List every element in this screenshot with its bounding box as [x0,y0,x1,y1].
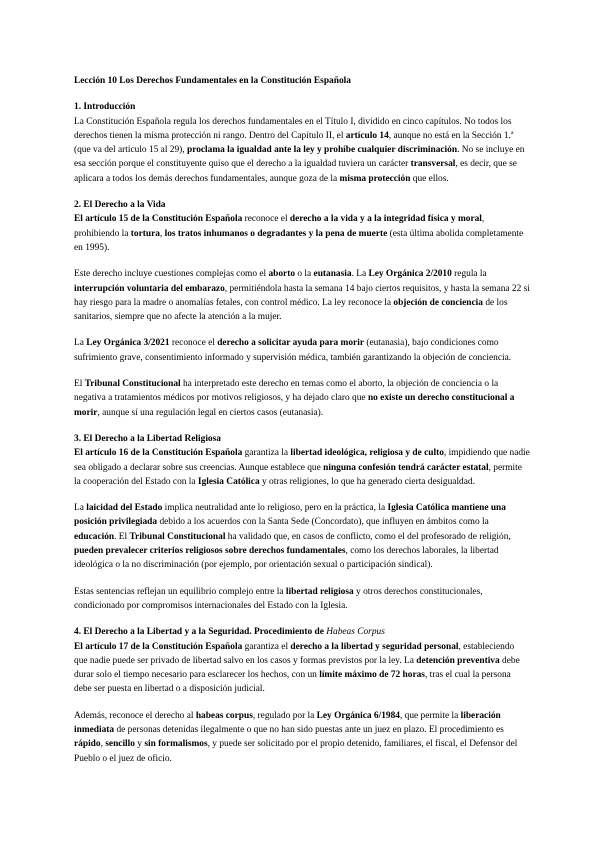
bold-text: interrupción voluntaria del embarazo [74,283,225,294]
bold-text: objeción de conciencia [393,297,483,308]
paragraph [74,446,530,489]
section-heading-text: 4. El Derecho a la Libertad y a la Seguridad. Procedimiento de [74,627,327,638]
bold-text: sencillo [105,739,135,750]
text-run: debe durar solo el tiempo necesario para esclarecer los hechos, con un [74,655,520,681]
bold-text: artículo 14 [345,130,389,141]
bold-text: ninguna confesión tendrá carácter estatal [323,462,489,473]
section-heading-text: 1. Introducción [74,102,136,113]
bold-text: El artículo 15 de la Constitución Española [74,214,243,225]
text-run: o la [295,269,314,280]
paragraph [74,336,530,365]
bold-text: aborto [268,269,296,280]
text-run: . No se incluye en esa sección porque el constituyente quiso que el derecho a la igualdad tuviera un carácter [74,145,525,170]
text-run: y otros derechos constitucionales, condicionado por compromisos internacionales del Estado con la Iglesia. [74,586,483,611]
paragraph [74,709,530,766]
text-run: , [100,739,106,750]
text-run: , impidiendo que nadie sea obligado a declarar sobre sus creencias. Aunque establece que [74,448,530,473]
section-heading-text: 2. El Derecho a la Vida [74,200,166,211]
paragraph [74,501,530,572]
paragraph [74,267,530,324]
text-run: ha validado que, en casos de conflicto, como el del profesorado de religión, [225,531,511,542]
text-run: garantiza el [242,641,291,652]
bold-text: misma protección [339,173,411,184]
bold-text: laicidad del Estado [86,503,163,514]
text-run: garantiza la [242,448,291,459]
section-heading [74,198,530,212]
text-run: . El [114,531,130,542]
text-run: regula la [451,269,487,280]
bold-text: derecho a solicitar ayuda para morir [217,338,364,349]
section-heading-text: 3. El Derecho a la Libertad Religiosa [74,433,221,444]
document-title: Lección 10 Los Derechos Fundamentales en la Constitución Española [74,76,351,86]
bold-text: Ley Orgánica 3/2021 [86,338,170,349]
bold-text: Tribunal Constitucional [129,531,226,542]
bold-text: educación [74,531,115,542]
text-run: , tras el cual la persona debe ser puesta en libertad o a disposición judicial. [74,670,511,695]
document-body [74,100,530,766]
text-run: , regulado por la [252,710,317,721]
bold-text: eutanasia [313,269,352,280]
paragraph [74,212,530,255]
text-run: La Constitución Española regula los derechos fundamentales en el Título I, dividido en cinco capítulos. No todos los derechos tienen la misma protección ni rango. Dentro del Capítulo II, el [74,116,512,141]
bold-text: rápido [74,739,101,750]
bold-text: Ley Orgánica 2/2010 [368,269,452,280]
text-run: , y puede ser solicitado por el propio detenido, familiares, el fiscal, el Defensor del Pueblo o el juez de oficio. [74,739,518,764]
text-run: Estas sentencias reflejan un equilibrio complejo entre la [74,586,286,597]
text-run: , que permite la [399,710,461,721]
section [74,100,530,186]
text-run: Este derecho incluye cuestiones complejas como el [74,269,269,280]
bold-text: derecho a la libertad y seguridad personal [290,641,459,652]
bold-text: sin formalismos [144,739,208,750]
text-run: debido a los acuerdos con la Santa Sede (Concordato), que influyen en ámbitos como la [157,517,489,528]
bold-text: El artículo 16 de la Constitución Española [74,448,243,459]
bold-text: El artículo 17 de la Constitución Española [74,641,243,652]
text-run: y [134,739,145,750]
text-run: , prohibiendo la [74,214,485,239]
text-run: de personas detenidas ilegalmente o que no han sido puestas ante un juez en plazo. El procedimiento es [114,724,504,735]
text-run: , aunque no está en la Sección 1.ª (que va del artículo 15 al 29), [74,130,514,156]
section-heading [74,625,530,639]
text-run: El [74,379,85,390]
text-run: , como los derechos laborales, la libertad ideológica o la no discriminación (por ejemplo, por orientación sexual o participación sindical). [74,546,499,571]
section-heading-italic: Habeas Corpus [326,627,385,638]
paragraph [74,115,530,186]
paragraph [74,377,530,420]
bold-text: no existe un derecho constitucional a morir [74,393,515,418]
paragraph [74,585,530,614]
section [74,625,530,766]
bold-text: derecho a la vida y a la integridad física y moral [289,214,482,225]
bold-text: los tratos inhumanos o degradantes y la pena de muerte [164,228,388,239]
text-run: ha interpretado este derecho en temas como el aborto, la objeción de conciencia o la negativa a tratamientos médicos por motivos religiosos, y ha dejado claro que [74,379,499,404]
text-run: reconoce el [242,214,290,225]
text-run: (eutanasia), bajo condiciones como sufrimiento grave, consentimiento informado y supervisión médica, también garantizando la objeción de conciencia. [74,338,512,363]
text-run: , permite la cooperación del Estado con la [74,462,522,487]
text-run: de los sanitarios, siempre que no afecte la atención a la mujer. [74,297,508,323]
text-run: (esta última abolida completamente en 1995). [74,228,524,253]
bold-text: habeas corpus [195,710,253,721]
text-run: , estableciendo que nadie puede ser privado de libertad salvo en los casos y formas previstos por la ley. La [74,641,515,666]
section [74,198,530,420]
text-run: , permitiéndola hasta la semana 14 bajo ciertos requisitos, y hasta la semana 22 si hay riesgo para la madre o anomalías fetales, con control médico. La ley reconoce la [74,283,530,308]
text-run: La [74,503,87,514]
bold-text: límite máximo de 72 horas [319,670,425,681]
bold-text: Iglesia Católica mantiene una posición privilegiada [74,503,506,528]
bold-text: Tribunal Constitucional [84,379,181,390]
text-run: que ellos. [410,173,449,184]
text-run: y otras religiones, lo que ha generado cierta desigualdad. [259,476,475,487]
bold-text: liberación inmediata [74,710,501,735]
text-run: , es decir, que se aplicara a todos los demás derechos fundamentales, aunque goza de la [74,159,517,184]
section-heading [74,432,530,446]
document-page [74,74,530,778]
text-run: , aunque sí una regulación legal en ciertos casos (eutanasia). [97,407,324,418]
text-run: La [74,338,87,349]
text-run: Además, reconoce el derecho al [74,710,196,721]
bold-text: tortura [130,228,160,239]
bold-text: proclama la igualdad ante la ley y prohíbe cualquier discriminación [186,145,458,156]
text-run: implica neutralidad ante lo religioso, pero en la práctica, la [162,503,388,514]
bold-text: transversal [410,159,456,170]
bold-text: libertad ideológica, religiosa y de culto [290,448,444,459]
section [74,432,530,613]
text-run: . La [351,269,369,280]
section-heading [74,100,530,114]
text-run: , [159,228,165,239]
bold-text: pueden prevalecer criterios religiosos sobre derechos fundamentales [74,546,346,557]
bold-text: libertad religiosa [285,586,354,597]
bold-text: detención preventiva [416,655,500,666]
paragraph [74,640,530,697]
bold-text: Ley Orgánica 6/1984 [316,710,400,721]
text-run: reconoce el [169,338,218,349]
bold-text: Iglesia Católica [197,476,260,487]
